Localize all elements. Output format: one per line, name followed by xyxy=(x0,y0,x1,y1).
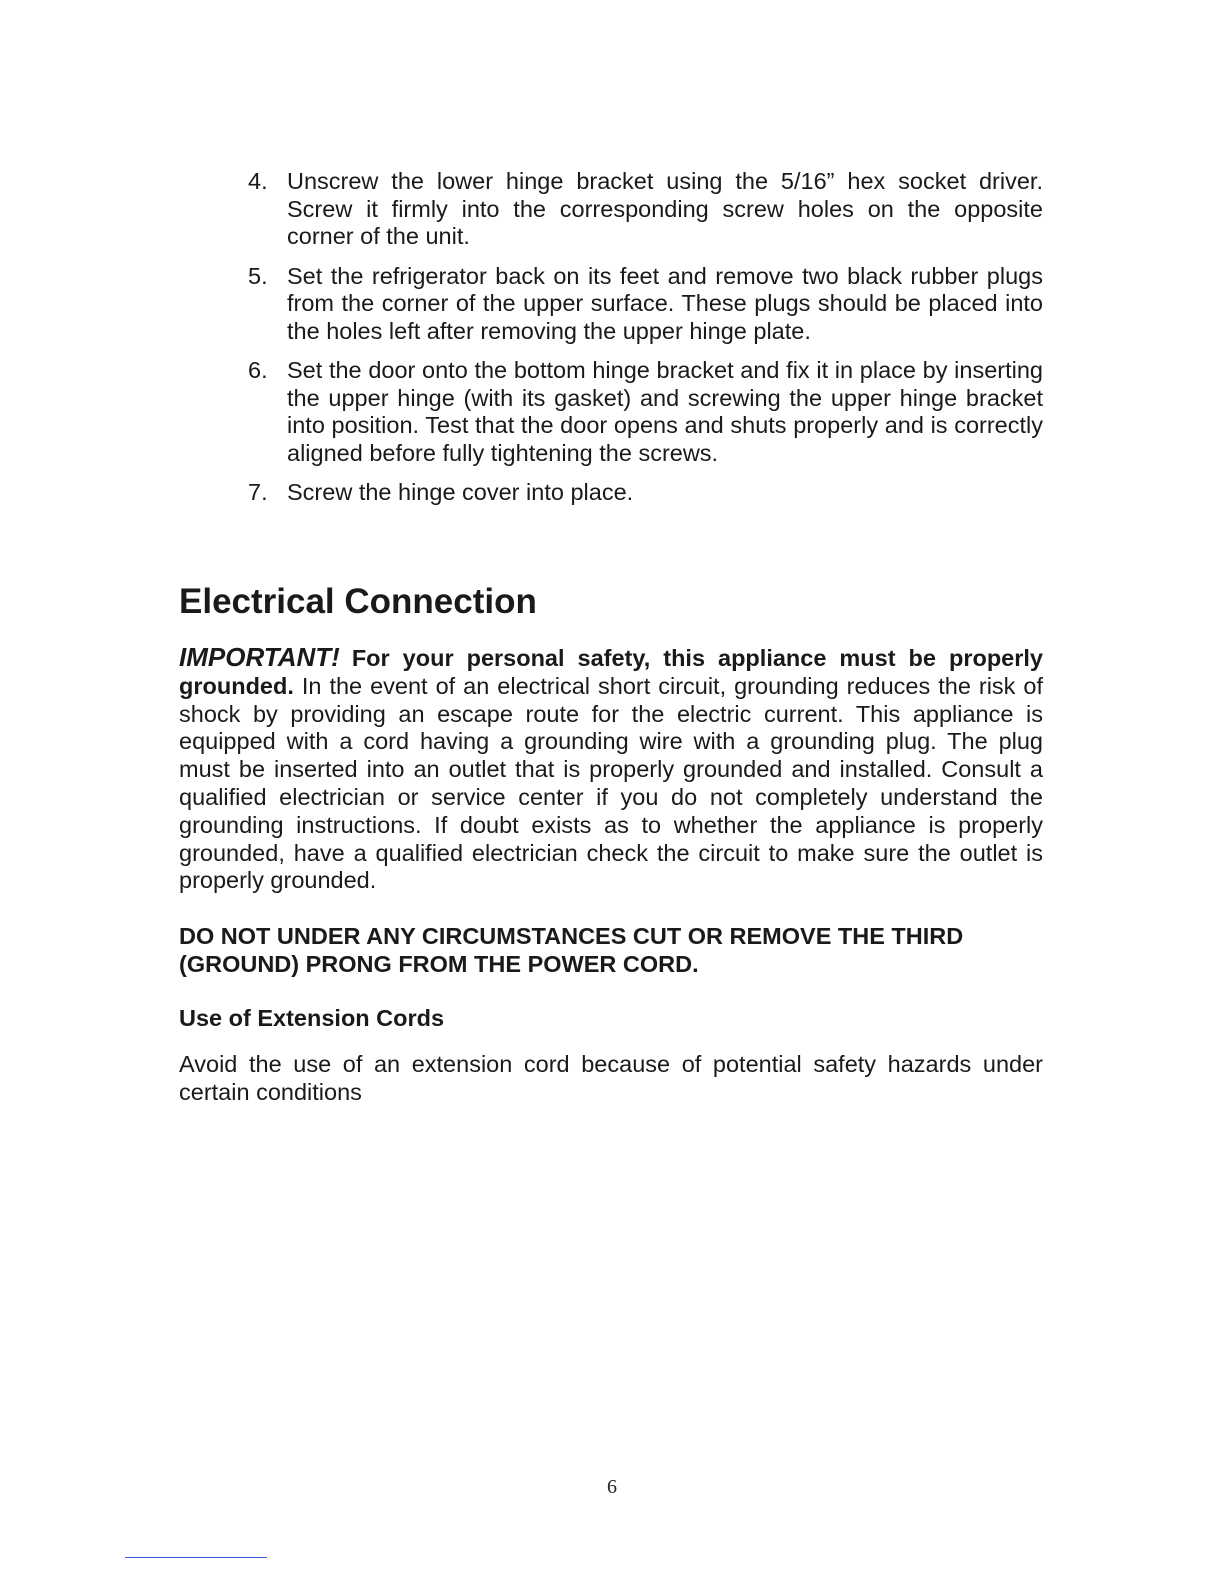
step-number: 7. xyxy=(248,479,268,505)
page-number: 6 xyxy=(607,1476,617,1498)
installation-steps-list xyxy=(248,168,1043,519)
step-item xyxy=(248,168,1043,251)
step-text: Set the door onto the bottom hinge bracket and fix it in place by inserting the upper hinge (with its gasket) and screwing the upper hinge bracket into position. Test that the door opens and shuts properly and is correctly aligned before fully tightening the screws. xyxy=(287,357,1043,466)
step-item xyxy=(248,357,1043,467)
important-statement: For your personal safety, this appliance must be properly grounded. xyxy=(179,645,1043,699)
step-text: Unscrew the lower hinge bracket using the 5/16” hex socket driver. Screw it firmly into the corresponding screw holes on the opposite corner of the unit. xyxy=(287,168,1043,249)
step-text: Screw the hinge cover into place. xyxy=(287,479,634,505)
step-number: 5. xyxy=(248,262,268,289)
grounding-paragraph xyxy=(179,644,1043,895)
step-number: 4. xyxy=(248,168,268,194)
footnote-divider xyxy=(125,1557,267,1558)
important-label: IMPORTANT! xyxy=(179,642,340,672)
step-item xyxy=(248,263,1043,346)
step-text: Set the refrigerator back on its feet and remove two black rubber plugs from the corner of the upper surface. These plugs should be placed into the holes left after removing the upper hinge plate. xyxy=(287,262,1043,344)
extension-cords-paragraph: Avoid the use of an extension cord because of potential safety hazards under certain conditions xyxy=(179,1051,1043,1105)
grounding-body-text: In the event of an electrical short circuit, grounding reduces the risk of shock by providing an escape route for the electric current. This appliance is equipped with a cord having a grounding wire with a grounding plug. The plug must be inserted into an outlet that is properly grounded and installed. Consult a qualified electrician or service center if you do not completely understand the grounding instructions. If doubt exists as to whether the appliance is properly grounded, have a qualified electrician check the circuit to make sure the outlet is properly grounded. xyxy=(179,672,1043,894)
extension-cords-heading: Use of Extension Cords xyxy=(179,1005,445,1031)
ground-prong-warning: DO NOT UNDER ANY CIRCUMSTANCES CUT OR REMOVE THE THIRD (GROUND) PRONG FROM THE POWER CORD. xyxy=(179,923,964,977)
electrical-connection-heading: Electrical Connection xyxy=(179,582,537,621)
step-item xyxy=(248,479,1043,507)
step-number: 6. xyxy=(248,357,268,383)
